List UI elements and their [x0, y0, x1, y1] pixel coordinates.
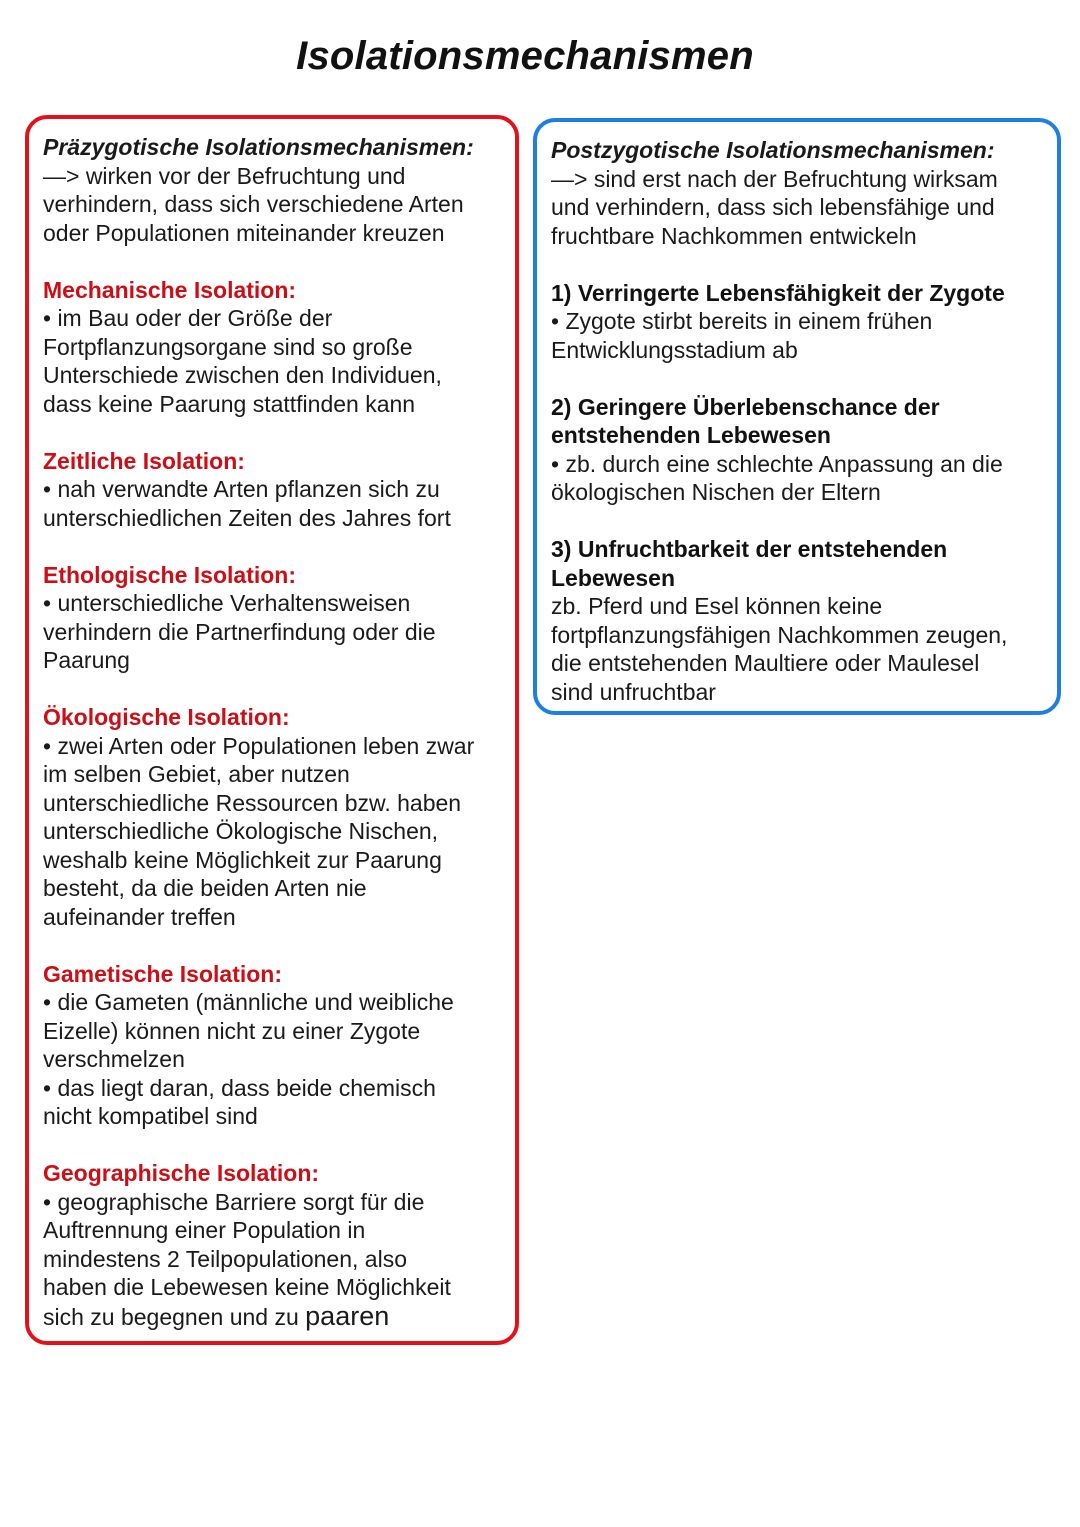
- section-text: zb. Pferd und Esel können keine fortpflanzungsfähigen Nachkommen zeugen, die entstehenden Maultiere oder Maulesel sind unfruchtbar: [551, 593, 1008, 705]
- section-text: • zb. durch eine schlechte Anpassung an die ökologischen Nischen der Eltern: [551, 450, 1003, 505]
- section-text: • Zygote stirbt bereits in einem frühen Entwicklungsstadium ab: [551, 308, 933, 363]
- section-title: Ethologische Isolation:: [43, 561, 297, 588]
- praezygotisch-heading: Präzygotische Isolationsmechanismen:: [43, 134, 474, 160]
- section-title: 3) Unfruchtbarkeit der entstehenden Lebewesen: [551, 536, 948, 591]
- postzygotisch-intro: —> sind erst nach der Befruchtung wirksam und verhindern, dass sich lebensfähige und fruchtbare Nachkommen entwickeln: [551, 165, 998, 249]
- section-geographische-isolation: [43, 1159, 505, 1331]
- section-text: [43, 1188, 505, 1332]
- section-title: Mechanische Isolation:: [43, 276, 297, 303]
- section-text-last-word: paaren: [305, 1300, 390, 1331]
- section-text: • die Gameten (männliche und weibliche Eizelle) können nicht zu einer Zygote verschmelzen • das liegt daran, dass beide chemisch nicht kompatibel sind: [43, 989, 454, 1129]
- section-title: Geographische Isolation:: [43, 1160, 320, 1186]
- section-title: 2) Geringere Überlebenschance der entstehenden Lebewesen: [551, 393, 940, 448]
- section-text: • unterschiedliche Verhaltensweisen verhindern die Partnerfindung oder die Paarung: [43, 590, 436, 673]
- section-unfruchtbarkeit: [551, 535, 1047, 706]
- section-title: Zeitliche Isolation:: [43, 447, 245, 474]
- section-gametische-isolation: [43, 960, 505, 1131]
- section-text-body: • geographische Barriere sorgt für die Auftrennung einer Population in mindestens 2 Teilpopulationen, also haben die Lebewesen keine Möglichkeit sich zu begegnen und zu: [43, 1188, 451, 1330]
- postzygotisch-heading: Postzygotische Isolationsmechanismen:: [551, 137, 995, 163]
- section-title: Gametische Isolation:: [43, 960, 283, 987]
- section-text: • zwei Arten oder Populationen leben zwar im selben Gebiet, aber nutzen unterschiedliche Ressourcen bzw. haben unterschiedliche Ökologische Nischen, weshalb keine Möglichkeit zur Paarung besteht, da die beiden Arten nie aufeinander treffen: [43, 732, 475, 930]
- section-verringerte-lebensfaehigkeit: [551, 279, 1047, 365]
- section-geringere-ueberlebenschance: [551, 393, 1047, 507]
- praezygotisch-intro: —> wirken vor der Befruchtung und verhindern, dass sich verschiedene Arten oder Populationen miteinander kreuzen: [43, 162, 464, 246]
- section-ethologische-isolation: [43, 561, 505, 675]
- section-title: 1) Verringerte Lebensfähigkeit der Zygote: [551, 279, 1005, 306]
- section-oekologische-isolation: [43, 703, 505, 931]
- section-title: Ökologische Isolation:: [43, 704, 290, 730]
- section-mechanische-isolation: [43, 276, 505, 419]
- section-text: • nah verwandte Arten pflanzen sich zu unterschiedlichen Zeiten des Jahres fort: [43, 476, 451, 531]
- section-zeitliche-isolation: [43, 447, 505, 533]
- page-title: Isolationsmechanismen: [296, 34, 754, 78]
- praezygotisch-box: [25, 115, 519, 1345]
- section-text: • im Bau oder der Größe der Fortpflanzungsorgane sind so große Unterschiede zwischen den Individuen, dass keine Paarung stattfinden kann: [43, 305, 442, 417]
- postzygotisch-box: [533, 118, 1061, 715]
